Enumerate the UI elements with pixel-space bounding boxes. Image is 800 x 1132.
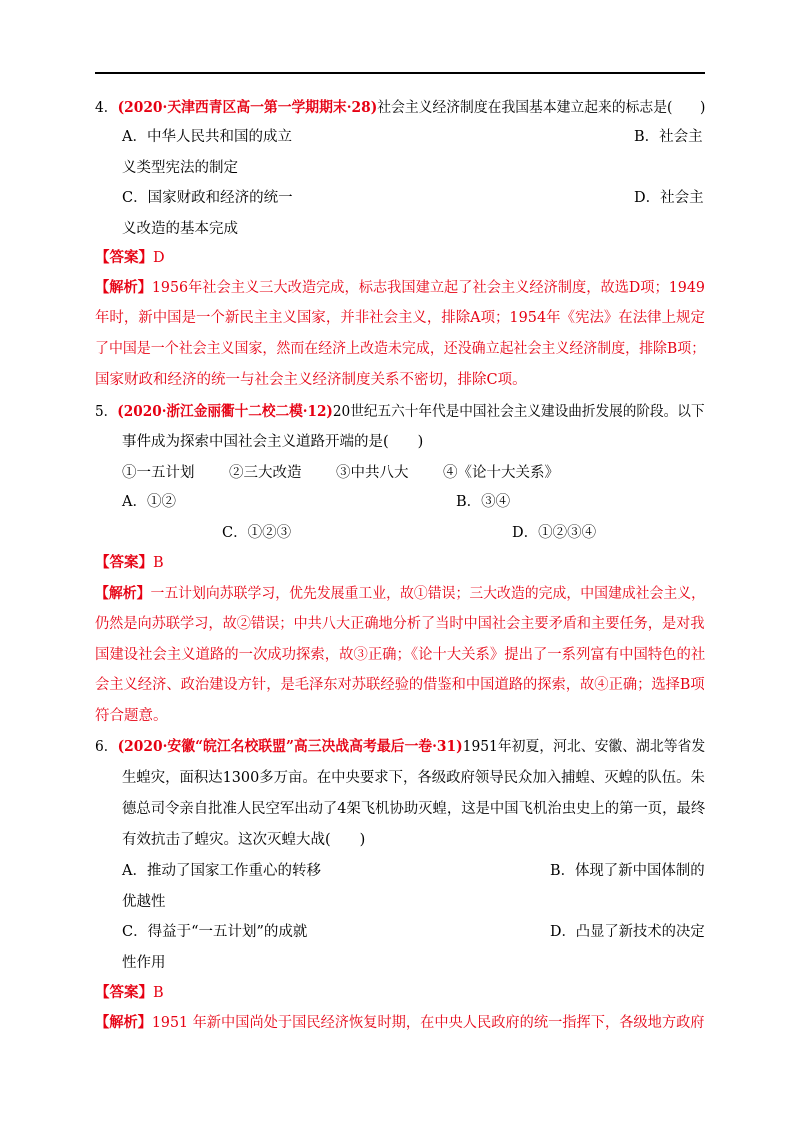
event-item-3: ③中共八大 xyxy=(336,465,409,481)
option-b: B．③④ xyxy=(456,494,511,510)
analysis-text: 1956年社会主义三大改造完成，标志我国建立起了社会主义经济制度，故选D项；1949 xyxy=(151,280,705,296)
answer-value: B xyxy=(153,555,164,571)
question-text: 20世纪五六十年代是中国社会主义建设曲折发展的阶段。以下 xyxy=(332,404,705,420)
answer-tag: 【答案】 xyxy=(95,984,153,1001)
option-b-continued: 义类型宪法的制定 xyxy=(122,160,238,176)
question-6-stem xyxy=(95,737,705,757)
analysis-line-3: 了中国是一个社会主义国家，然而在经济上改造未完成，还没确立起社会主义经济制度，排除B项； xyxy=(95,341,706,357)
question-number: 5． xyxy=(95,404,118,420)
option-c: C．①②③ xyxy=(222,525,292,541)
question-source: (2020·浙江金丽衢十二校二模·12) xyxy=(117,403,333,420)
analysis-line-1 xyxy=(95,584,705,604)
header-rule xyxy=(95,72,705,74)
answer-tag: 【答案】 xyxy=(95,554,153,571)
question-text-line-4: 有效抗击了蝗灾。这次灭蝗大战( ) xyxy=(122,832,366,848)
analysis-tag: 【解析】 xyxy=(95,279,152,296)
analysis-text: 一五计划向苏联学习，优先发展重工业，故①错误；三大改造的完成，中国建成社会主义， xyxy=(150,586,706,602)
question-source: (2020·天津西青区高一第一学期期末·28) xyxy=(117,99,378,116)
option-a: A．推动了国家工作重心的转移 xyxy=(122,863,321,879)
analysis-line-1 xyxy=(95,278,705,298)
question-text-continued: 事件成为探索中国社会主义道路开端的是( ) xyxy=(122,434,424,450)
option-d-continued: 性作用 xyxy=(122,955,166,971)
option-c: C．得益于“一五计划”的成就 xyxy=(122,924,308,940)
option-b-continued: 优越性 xyxy=(122,894,166,910)
question-5-stem xyxy=(95,402,705,422)
question-source: (2020·安徽“皖江名校联盟”高三决战高考最后一卷·31) xyxy=(117,738,463,755)
option-a: A．中华人民共和国的成立 xyxy=(122,129,292,145)
analysis-line-2: 年时，新中国是一个新民主主义国家，并非社会主义，排除A项；1954年《宪法》在法律上规定 xyxy=(95,310,705,326)
question-text-line-2: 生蝗灾，面积达1300多万亩。在中央要求下，各级政府领导民众加入捕蝗、灭蝗的队伍。朱 xyxy=(122,770,705,786)
analysis-tag: 【解析】 xyxy=(95,1014,152,1031)
analysis-text: 1951 年新中国尚处于国民经济恢复时期，在中央人民政府的统一指挥下，各级地方政府 xyxy=(151,1015,705,1031)
analysis-line-1 xyxy=(95,1013,705,1033)
analysis-line-4: 国家财政和经济的统一与社会主义经济制度关系不密切，排除C项。 xyxy=(95,372,527,388)
analysis-line-2: 仍然是向苏联学习，故②错误；中共八大正确地分析了当时中国社会主要矛盾和主要任务，是对我 xyxy=(95,616,705,632)
question-text: 社会主义经济制度在我国基本建立起来的标志是( ) xyxy=(377,100,706,116)
option-d-continued: 义改造的基本完成 xyxy=(122,221,238,237)
event-item-4: ④《论十大关系》 xyxy=(443,465,559,481)
option-b: B．社会主 xyxy=(634,129,703,145)
event-item-2: ②三大改造 xyxy=(229,465,302,481)
event-item-1: ①一五计划 xyxy=(122,465,195,481)
answer-tag: 【答案】 xyxy=(95,249,153,266)
answer-value: D xyxy=(153,250,165,266)
question-text: 1951年初夏，河北、安徽、湖北等省发 xyxy=(462,739,706,755)
question-4-stem xyxy=(95,98,705,118)
question-number: 4． xyxy=(95,100,118,116)
option-d: D．凸显了新技术的决定 xyxy=(550,924,705,940)
option-d: D．社会主 xyxy=(634,190,704,206)
option-c: C．国家财政和经济的统一 xyxy=(122,190,293,206)
analysis-line-4: 会主义经济、政治建设方针，是毛泽东对苏联经验的借鉴和中国道路的探索，故④正确；选择B项 xyxy=(95,677,705,693)
answer-line xyxy=(95,248,165,268)
analysis-line-5: 符合题意。 xyxy=(95,708,168,724)
analysis-tag: 【解析】 xyxy=(95,585,151,602)
answer-value: B xyxy=(153,985,164,1001)
answer-line xyxy=(95,983,164,1003)
question-number: 6． xyxy=(95,739,118,755)
question-text-line-3: 德总司令亲自批准人民空军出动了4架飞机协助灭蝗，这是中国飞机治虫史上的第一页，最终 xyxy=(122,801,706,817)
option-a: A．①② xyxy=(122,494,176,510)
answer-line xyxy=(95,553,164,573)
analysis-line-3: 国建设社会主义道路的一次成功探索，故③正确；《论十大关系》提出了一系列富有中国特色的社 xyxy=(95,647,706,663)
option-b: B．体现了新中国体制的 xyxy=(550,863,705,879)
option-d: D．①②③④ xyxy=(512,525,597,541)
